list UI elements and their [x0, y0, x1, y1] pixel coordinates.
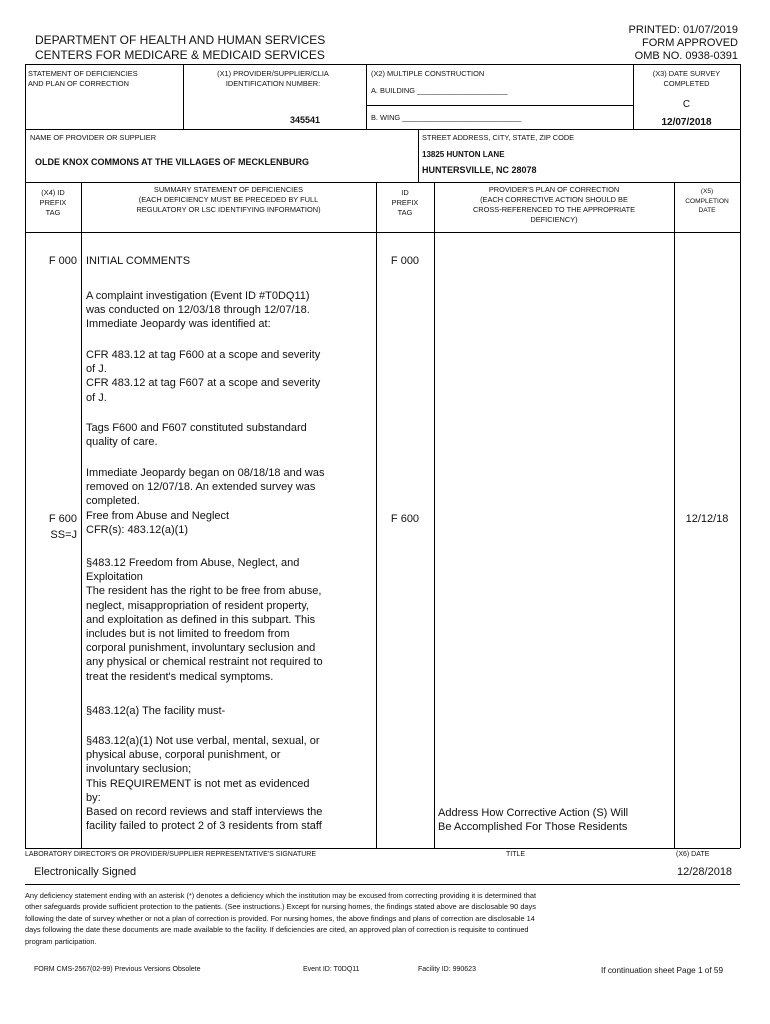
- tag-f000-right: F 000: [390, 255, 420, 267]
- tag-f600-right: F 600: [390, 513, 420, 525]
- jeopardy-paragraph: Immediate Jeopardy began on 08/18/18 and was removed on 12/07/18. An extended survey was completed. Free from Abuse and Neglect CFR(s): 483.12(a)(1): [86, 467, 325, 536]
- freedom-paragraph: §483.12 Freedom from Abuse, Neglect, and Exploitation The resident has the right to be free from abuse, neglect, misappropriation of resident property, and exploitation as defined in this subpart. This includes but is not limited to freedom from corporal punishment, involuntary seclusion and any physical or chemical restraint not required to treat the resident's medical symptoms.: [86, 557, 323, 683]
- provider-id-number: 345541: [289, 115, 320, 125]
- x3-label: (X3) DATE SURVEY COMPLETED: [652, 69, 721, 88]
- omb-number: OMB NO. 0938-0391: [634, 50, 738, 62]
- agency-name: [35, 33, 325, 63]
- tag-f000: F 000: [48, 255, 77, 267]
- x2-label: (X2) MULTIPLE CONSTRUCTION: [371, 69, 485, 78]
- form-id: FORM CMS-2567(02-99) Previous Versions Obsolete: [34, 966, 201, 973]
- completion-date: 12/12/18: [685, 513, 729, 525]
- statement-label: STATEMENT OF DEFICIENCIES AND PLAN OF CORRECTION: [28, 69, 138, 88]
- summary-column-header: SUMMARY STATEMENT OF DEFICIENCIES (EACH DEFICIENCY MUST BE PRECEDED BY FULL REGULATORY OR LSC IDENTIFYING INFORMATION): [136, 185, 321, 214]
- address-label: STREET ADDRESS, CITY, STATE, ZIP CODE: [422, 133, 575, 142]
- disclaimer-text: Any deficiency statement ending with an asterisk (*) denotes a deficiency which the institution may be excused from correcting providing it is determined that other safeguards provide sufficient protection to the patients. (See instructions.) Except for nursing homes, the findings stated above are disclosable 90 days following the date of survey whether or not a plan of correction is provided. For nursing homes, the above findings and plans of correction are disclosable 14 days following the date these documents are made available to the facility. If deficiencies are cited, an approved plan of correction is requisite to continued program participation.: [25, 891, 537, 946]
- plan-column-header: PROVIDER'S PLAN OF CORRECTION (EACH CORRECTIVE ACTION SHOULD BE CROSS-REFERENCED TO THE APPROPRIATE DEFICIENCY): [472, 185, 636, 224]
- initial-comments-heading: INITIAL COMMENTS: [86, 255, 191, 267]
- signature-label: LABORATORY DIRECTOR'S OR PROVIDER/SUPPLIER REPRESENTATIVE'S SIGNATURE: [25, 851, 317, 858]
- address-line-1: 13825 HUNTON LANE: [422, 150, 505, 159]
- form-approval-block: [629, 24, 738, 63]
- building-label: A. BUILDING ______________________: [371, 86, 508, 95]
- complaint-paragraph: A complaint investigation (Event ID #T0DQ11) was conducted on 12/03/18 through 12/07/18. Immediate Jeopardy was identified at:: [86, 290, 310, 331]
- requirement-paragraph: §483.12(a)(1) Not use verbal, mental, sexual, or physical abuse, corporal punishment, or involuntary seclusion; This REQUIREMENT is not met as evidenced by: Based on record reviews and staff interviews the facility failed to protect 2 of 3 residents from staff: [86, 735, 323, 833]
- x1-label: (X1) PROVIDER/SUPPLIER/CLIA IDENTIFICATION NUMBER:: [217, 69, 329, 88]
- date-label: (X6) DATE: [676, 851, 710, 858]
- title-label: TITLE: [506, 851, 526, 858]
- facility-id: Facility ID: 990623: [418, 966, 476, 973]
- survey-completed-date: 12/07/2018: [661, 117, 712, 128]
- form-approved: FORM APPROVED: [642, 37, 738, 49]
- event-id: Event ID: T0DQ11: [303, 966, 360, 973]
- substandard-paragraph: Tags F600 and F607 constituted substandard quality of care.: [86, 422, 307, 449]
- facility-must-paragraph: §483.12(a) The facility must-: [86, 705, 226, 717]
- provider-label: NAME OF PROVIDER OR SUPPLIER: [30, 133, 157, 142]
- signature-date: 12/28/2018: [677, 866, 733, 878]
- wing-label: B. WING _____________________________: [371, 113, 522, 122]
- survey-code: C: [682, 99, 691, 110]
- severity-code: SS=J: [50, 529, 77, 541]
- address-line-2: HUNTERSVILLE, NC 28078: [422, 165, 537, 175]
- provider-name: OLDE KNOX COMMONS AT THE VILLAGES OF MECKLENBURG: [35, 157, 309, 167]
- tag-f600: F 600: [48, 513, 77, 525]
- agency-line-2: CENTERS FOR MEDICARE & MEDICAID SERVICES: [35, 48, 325, 62]
- agency-line-1: DEPARTMENT OF HEALTH AND HUMAN SERVICES: [35, 33, 326, 47]
- page-continuation: If continuation sheet Page 1 of 59: [601, 966, 723, 975]
- signature-value: Electronically Signed: [34, 866, 137, 878]
- x5-column-header: (X5) COMPLETION DATE: [685, 188, 729, 215]
- plan-of-correction-text: Address How Corrective Action (S) Will Be Accomplished For Those Residents: [438, 807, 629, 834]
- id-column-header: ID PREFIX TAG: [391, 188, 419, 217]
- x4-column-header: (X4) ID PREFIX TAG: [39, 188, 67, 217]
- printed-date: PRINTED: 01/07/2019: [628, 24, 738, 36]
- cfr-paragraph: CFR 483.12 at tag F600 at a scope and severity of J. CFR 483.12 at tag F607 at a scope and severity of J.: [86, 349, 321, 404]
